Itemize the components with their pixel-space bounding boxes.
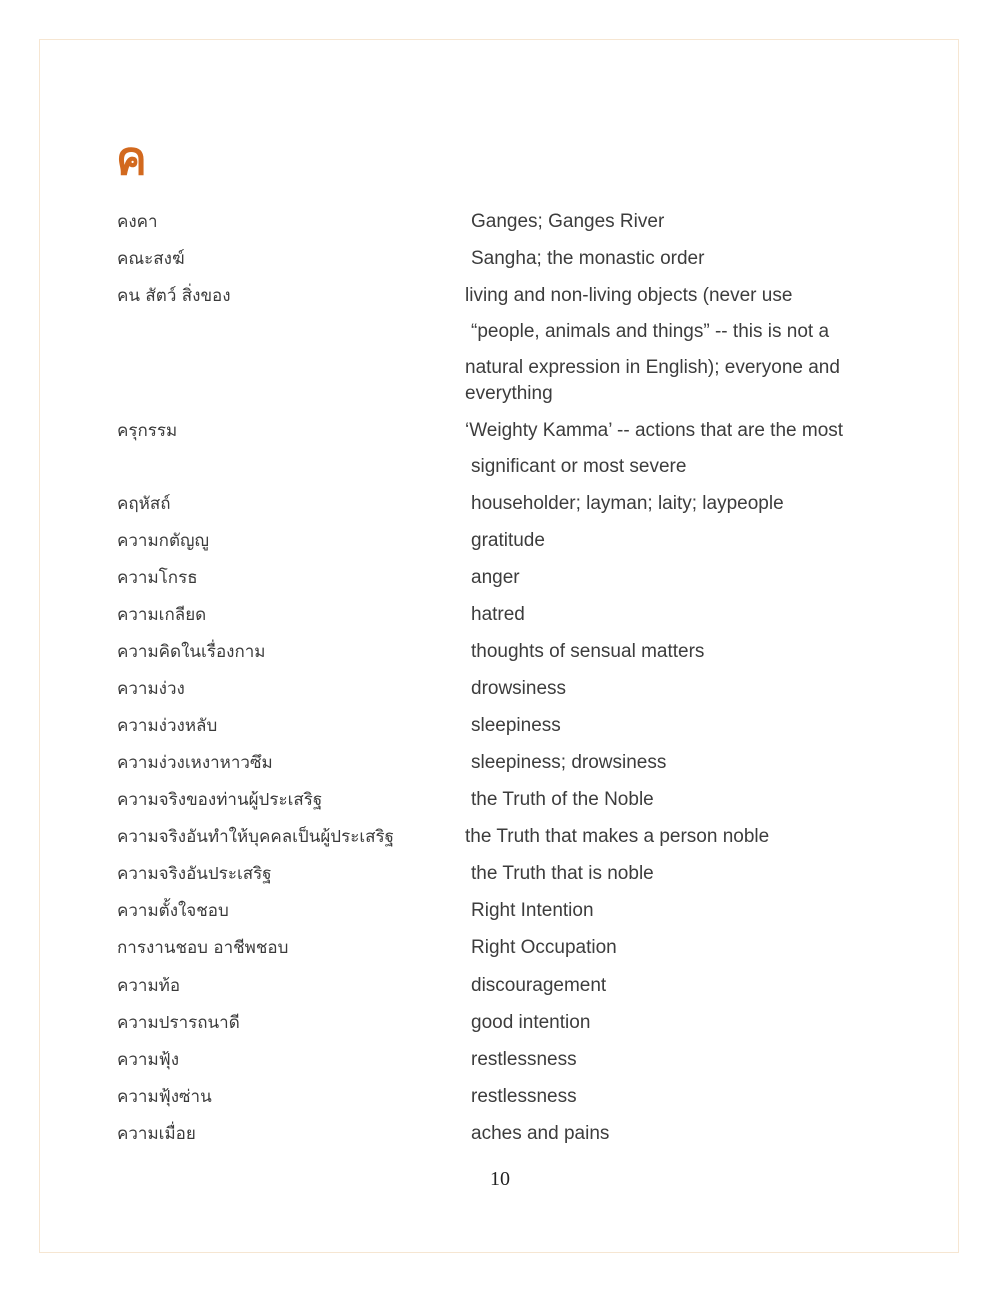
thai-term: ความตั้งใจชอบ [117,901,229,921]
english-definition: gratitude [471,530,545,551]
section-heading-letter: ค [116,131,147,185]
thai-term: คณะสงฆ์ [117,249,185,269]
thai-term: ความจริงของท่านผู้ประเสริฐ [117,790,323,810]
english-definition: restlessness [471,1049,577,1070]
thai-term: ความจริงอันทำให้บุคคลเป็นผู้ประเสริฐ [117,827,395,847]
english-definition: Right Intention [471,900,594,921]
english-definition: discouragement [471,975,607,996]
thai-term: ความท้อ [117,976,181,996]
thai-term: ความง่วงหลับ [117,716,218,736]
thai-term: ความโกรธ [117,568,198,588]
english-definition: restlessness [471,1086,577,1107]
thai-term: ความง่วง [117,679,185,699]
english-definition: anger [471,567,520,588]
thai-term: การงานชอบ อาชีพชอบ [117,938,289,958]
english-definition-line: everything [465,383,553,404]
english-definition-line: “people, animals and things” -- this is not a [471,321,830,342]
thai-term: ความเกลียด [117,605,207,625]
thai-term: ความคิดในเรื่องกาม [117,642,266,662]
english-definition: sleepiness [471,715,561,736]
english-definition-line: significant or most severe [471,456,687,477]
english-definition: Sangha; the monastic order [471,248,705,269]
thai-term: ความปรารถนาดี [117,1013,240,1033]
english-definition: good intention [471,1012,591,1033]
thai-term: คน สัตว์ สิ่งของ [117,286,231,306]
english-definition: the Truth that is noble [471,863,654,884]
thai-term: ความกตัญญู [117,531,209,551]
english-definition: ‘Weighty Kamma’ -- actions that are the most [465,420,844,441]
thai-term: ความฟุ้งซ่าน [117,1087,212,1107]
thai-term: ความง่วงเหงาหาวซึม [117,753,273,773]
english-definition: aches and pains [471,1123,610,1144]
thai-term: คฤหัสถ์ [117,494,171,514]
thai-term: ความจริงอันประเสริฐ [117,864,272,884]
english-definition: householder; layman; laity; laypeople [471,493,784,514]
thai-term: คงคา [117,212,158,232]
english-definition: living and non-living objects (never use [465,285,793,306]
english-definition: thoughts of sensual matters [471,641,705,662]
english-definition: the Truth that makes a person noble [465,826,770,847]
page-number: 10 [490,1168,510,1190]
thai-term: ความเมื่อย [117,1124,196,1144]
english-definition: Right Occupation [471,937,617,958]
thai-term: ความฟุ้ง [117,1050,180,1070]
english-definition: the Truth of the Noble [471,789,654,810]
english-definition: drowsiness [471,678,567,699]
english-definition: Ganges; Ganges River [471,211,665,232]
english-definition-line: natural expression in English); everyone and [465,357,840,378]
thai-term: ครุกรรม [117,421,178,441]
english-definition: sleepiness; drowsiness [471,752,667,773]
english-definition: hatred [471,604,525,625]
